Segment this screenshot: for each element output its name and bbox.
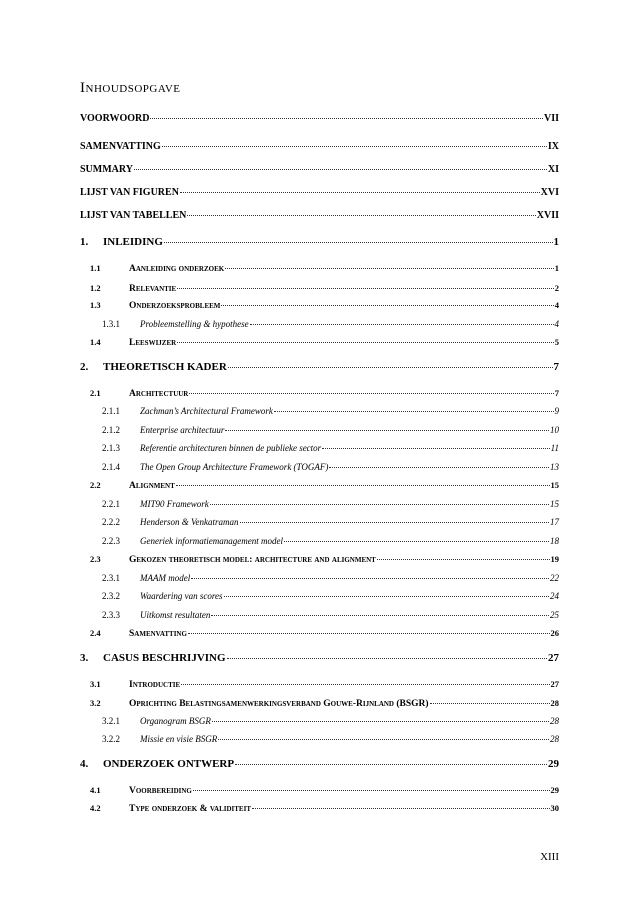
toc-page: 2 [554,283,559,293]
toc-label: Enterprise architectuur [140,425,225,435]
dot-leader [177,288,554,289]
toc-entry[interactable] [90,627,559,640]
toc-number: 2.1.3 [102,443,120,453]
toc-number: 2. [80,361,89,373]
toc-number: 2.2 [90,480,101,490]
toc-label: CASUS BESCHRIJVING [103,652,226,664]
toc-number: 2.3.1 [102,573,120,583]
toc-number: 2.3 [90,554,101,564]
toc-label: THEORETISCH KADER [103,361,227,373]
toc-label: Generiek informatiemanagement model [140,536,283,546]
toc-number: 2.3.3 [102,610,120,620]
toc-entry[interactable] [90,262,559,275]
toc-entry[interactable] [80,113,559,125]
toc-entry[interactable] [102,590,559,602]
toc-entry[interactable] [102,733,559,745]
toc-entry[interactable] [90,784,559,797]
toc-label: Organogram BSGR [140,716,211,726]
dot-leader [430,703,550,704]
toc-label: Uitkomst resultaten [140,610,211,620]
toc-label: Relevantie [129,284,177,294]
toc-page: 7 [554,388,559,398]
toc-page: 27 [550,679,559,689]
toc-label: VOORWOORD [80,113,150,124]
dot-leader [322,448,549,449]
toc-entry[interactable] [102,572,559,584]
toc-entry[interactable] [90,553,559,566]
toc-entry[interactable] [102,516,559,528]
toc-number: 2.1.1 [102,406,120,416]
dot-leader [228,367,553,368]
toc-label: Zachman’s Architectural Framework [140,406,273,416]
toc-page: 24 [550,591,559,601]
toc-entry[interactable] [102,461,559,473]
toc-page: 4 [554,319,559,329]
toc-label: INLEIDING [103,236,163,248]
toc-number: 2.2.3 [102,536,120,546]
dot-leader [377,559,550,560]
toc-entry[interactable] [102,535,559,547]
toc-entry[interactable] [80,141,559,153]
dot-leader [274,411,554,412]
toc-label: Probleemstelling & hypothese [140,319,249,329]
toc-entry[interactable] [102,442,559,454]
dot-leader [224,596,550,597]
toc-number: 2.2.2 [102,517,120,527]
toc-label: Gekozen theoretisch model: architecture and alignment [129,555,376,565]
toc-label: Samenvatting [129,629,187,639]
toc-number: 2.4 [90,628,101,638]
dot-leader [212,721,549,722]
toc-number: 2.1.4 [102,462,120,472]
toc-number: 4.1 [90,785,101,795]
toc-number: 3.2.1 [102,716,120,726]
dot-leader [164,242,553,243]
toc-entry[interactable] [90,336,559,349]
toc-number: 1. [80,236,89,248]
toc-number: 1.1 [90,263,101,273]
toc-entry[interactable] [80,652,559,664]
toc-page: 15 [550,499,559,509]
dot-leader [227,658,547,659]
toc-entry[interactable] [90,387,559,400]
dot-leader [211,615,549,616]
toc-page: XVI [540,187,559,198]
dot-leader [225,430,549,431]
toc-page: 28 [550,734,559,744]
toc-page: 29 [548,758,559,770]
dot-leader [284,541,549,542]
toc-entry[interactable] [80,164,559,176]
toc-label: MIT90 Framework [140,499,209,509]
toc-label: LIJST VAN TABELLEN [80,210,187,221]
toc-page: 4 [554,300,559,310]
toc-page: 15 [550,480,559,490]
toc-number: 2.1 [90,388,101,398]
toc-label: Type onderzoek & validiteit [129,804,251,814]
toc-page: 17 [550,517,559,527]
toc-entry[interactable] [80,758,559,770]
toc-page: 11 [550,443,559,453]
page-number: XIII [540,851,559,863]
toc-entry[interactable] [80,210,559,222]
toc-page: 18 [550,536,559,546]
toc-page: 22 [550,573,559,583]
toc-page: 27 [548,652,559,664]
toc-entry[interactable] [102,498,559,510]
dot-leader [240,522,550,523]
dot-leader [250,324,554,325]
toc-number: 3. [80,652,89,664]
dot-leader [193,790,550,791]
dot-leader [191,578,549,579]
toc-label: SAMENVATTING [80,141,161,152]
toc-page: 10 [550,425,559,435]
dot-leader [221,305,553,306]
toc-number: 3.1 [90,679,101,689]
toc-number: 2.3.2 [102,591,120,601]
toc-entry[interactable] [102,715,559,727]
toc-page: 9 [554,406,559,416]
toc-label: Alignment [129,481,175,491]
toc-label: Referentie architecturen binnen de publieke sector [140,443,322,453]
dot-leader [210,504,549,505]
toc-page: 28 [550,698,559,708]
toc-page: IX [547,141,559,152]
dot-leader [150,118,543,119]
toc-page: 13 [550,462,559,472]
toc-label: ONDERZOEK ONTWERP [103,758,235,770]
toc-label: Aanleiding onderzoek [129,264,225,274]
toc-label: Henderson & Venkatraman [140,517,239,527]
toc-page: 1 [553,236,559,248]
toc-page: XI [547,164,559,175]
toc-label: Onderzoeksprobleem [129,301,221,311]
dot-leader [188,633,550,634]
toc-page: 30 [550,803,559,813]
toc-entry[interactable] [80,236,559,248]
dot-leader [187,215,535,216]
dot-leader [235,764,547,765]
toc-label: Voorbereiding [129,786,192,796]
dot-leader [180,192,540,193]
dot-leader [225,268,554,269]
toc-page: 29 [550,785,559,795]
toc-entry[interactable] [90,479,559,492]
toc-page: VII [543,113,559,124]
dot-leader [181,684,549,685]
dot-leader [176,485,550,486]
dot-leader [162,146,547,147]
toc-page: 1 [554,263,559,273]
toc-label: The Open Group Architecture Framework (TOGAF) [140,462,329,472]
dot-leader [189,393,553,394]
toc-title: Inhoudsopgave [80,80,181,96]
dot-leader [177,342,554,343]
toc-number: 2.2.1 [102,499,120,509]
toc-number: 1.4 [90,337,101,347]
toc-page: 19 [550,554,559,564]
toc-entry[interactable] [102,318,559,330]
toc-page: 26 [550,628,559,638]
toc-label: Missie en visie BSGR [140,734,218,744]
toc-entry[interactable] [102,405,559,417]
toc-number: 3.2.2 [102,734,120,744]
dot-leader [134,169,547,170]
toc-label: Waardering van scores [140,591,223,601]
toc-entry[interactable] [102,424,559,436]
toc-number: 1.3.1 [102,319,120,329]
toc-page: XVII [536,210,559,221]
toc-entry[interactable] [80,361,559,373]
toc-entry[interactable] [102,609,559,621]
toc-number: 1.3 [90,300,101,310]
toc-page: 25 [550,610,559,620]
toc-entry[interactable] [80,187,559,199]
toc-entry[interactable] [90,299,559,312]
toc-page: 7 [553,361,559,373]
toc-page: 5 [554,337,559,347]
toc-page: 28 [550,716,559,726]
toc-label: Leeswijzer [129,338,177,348]
toc-label: LIJST VAN FIGUREN [80,187,179,198]
toc-entry[interactable] [90,678,559,691]
toc-entry[interactable] [90,282,559,295]
toc-number: 3.2 [90,698,101,708]
dot-leader [329,467,549,468]
dot-leader [252,808,550,809]
toc-entry[interactable] [90,697,559,710]
toc-number: 4. [80,758,89,770]
toc-label: SUMMARY [80,164,133,175]
toc-entry[interactable] [90,802,559,815]
toc-number: 4.2 [90,803,101,813]
dot-leader [218,739,549,740]
toc-number: 2.1.2 [102,425,120,435]
toc-number: 1.2 [90,283,101,293]
toc-label: Architectuur [129,389,189,399]
toc-label: Oprichting Belastingsamenwerkingsverband Gouwe-Rijnland (BSGR) [129,699,429,709]
toc-label: MAAM model [140,573,191,583]
toc-label: Introductie [129,680,181,690]
